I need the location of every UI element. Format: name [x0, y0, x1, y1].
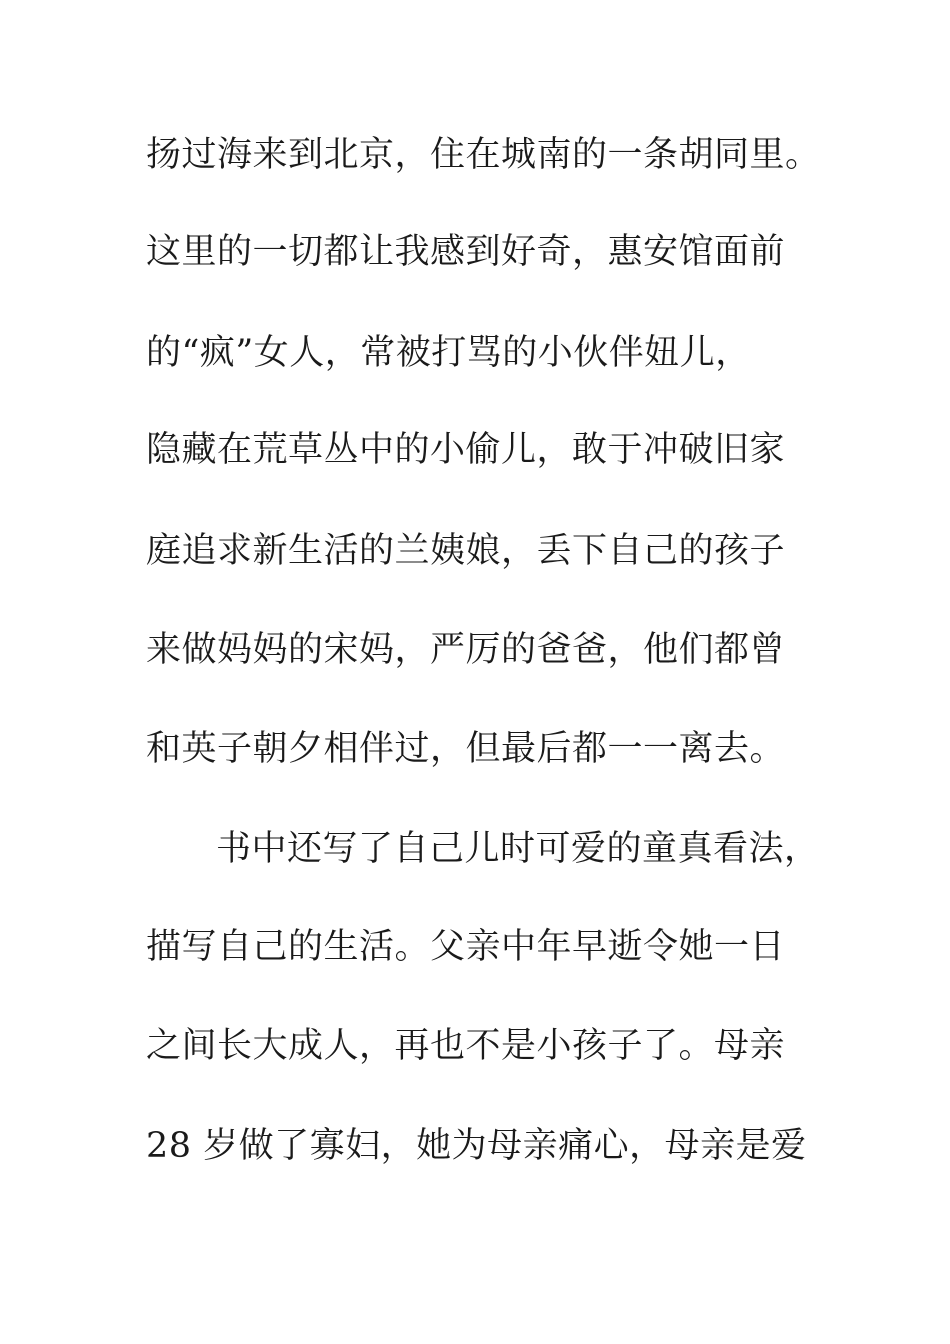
text-line: 描写自己的生活。父亲中年早逝令她一日	[146, 927, 786, 967]
text-line: 的“疯”女人，常被打骂的小伙伴妞儿，	[146, 333, 751, 373]
text-line: 隐藏在荒草丛中的小偷儿，敢于冲破旧家	[146, 430, 786, 470]
text-line: 和英子朝夕相伴过，但最后都一一离去。	[146, 729, 786, 769]
text-line: 28 岁做了寡妇，她为母亲痛心，母亲是爱	[146, 1126, 807, 1166]
text-line: 之间长大成人，再也不是小孩子了。母亲	[146, 1026, 786, 1066]
text-line: 扬过海来到北京，住在城南的一条胡同里。	[146, 135, 821, 175]
text-line: 庭追求新生活的兰姨娘，丢下自己的孩子	[146, 531, 786, 571]
text-line: 来做妈妈的宋妈，严厉的爸爸，他们都曾	[146, 630, 786, 670]
paragraph-first-line: 书中还写了自己儿时可爱的童真看法，	[216, 829, 820, 869]
text-line: 这里的一切都让我感到好奇，惠安馆面前	[146, 232, 786, 272]
